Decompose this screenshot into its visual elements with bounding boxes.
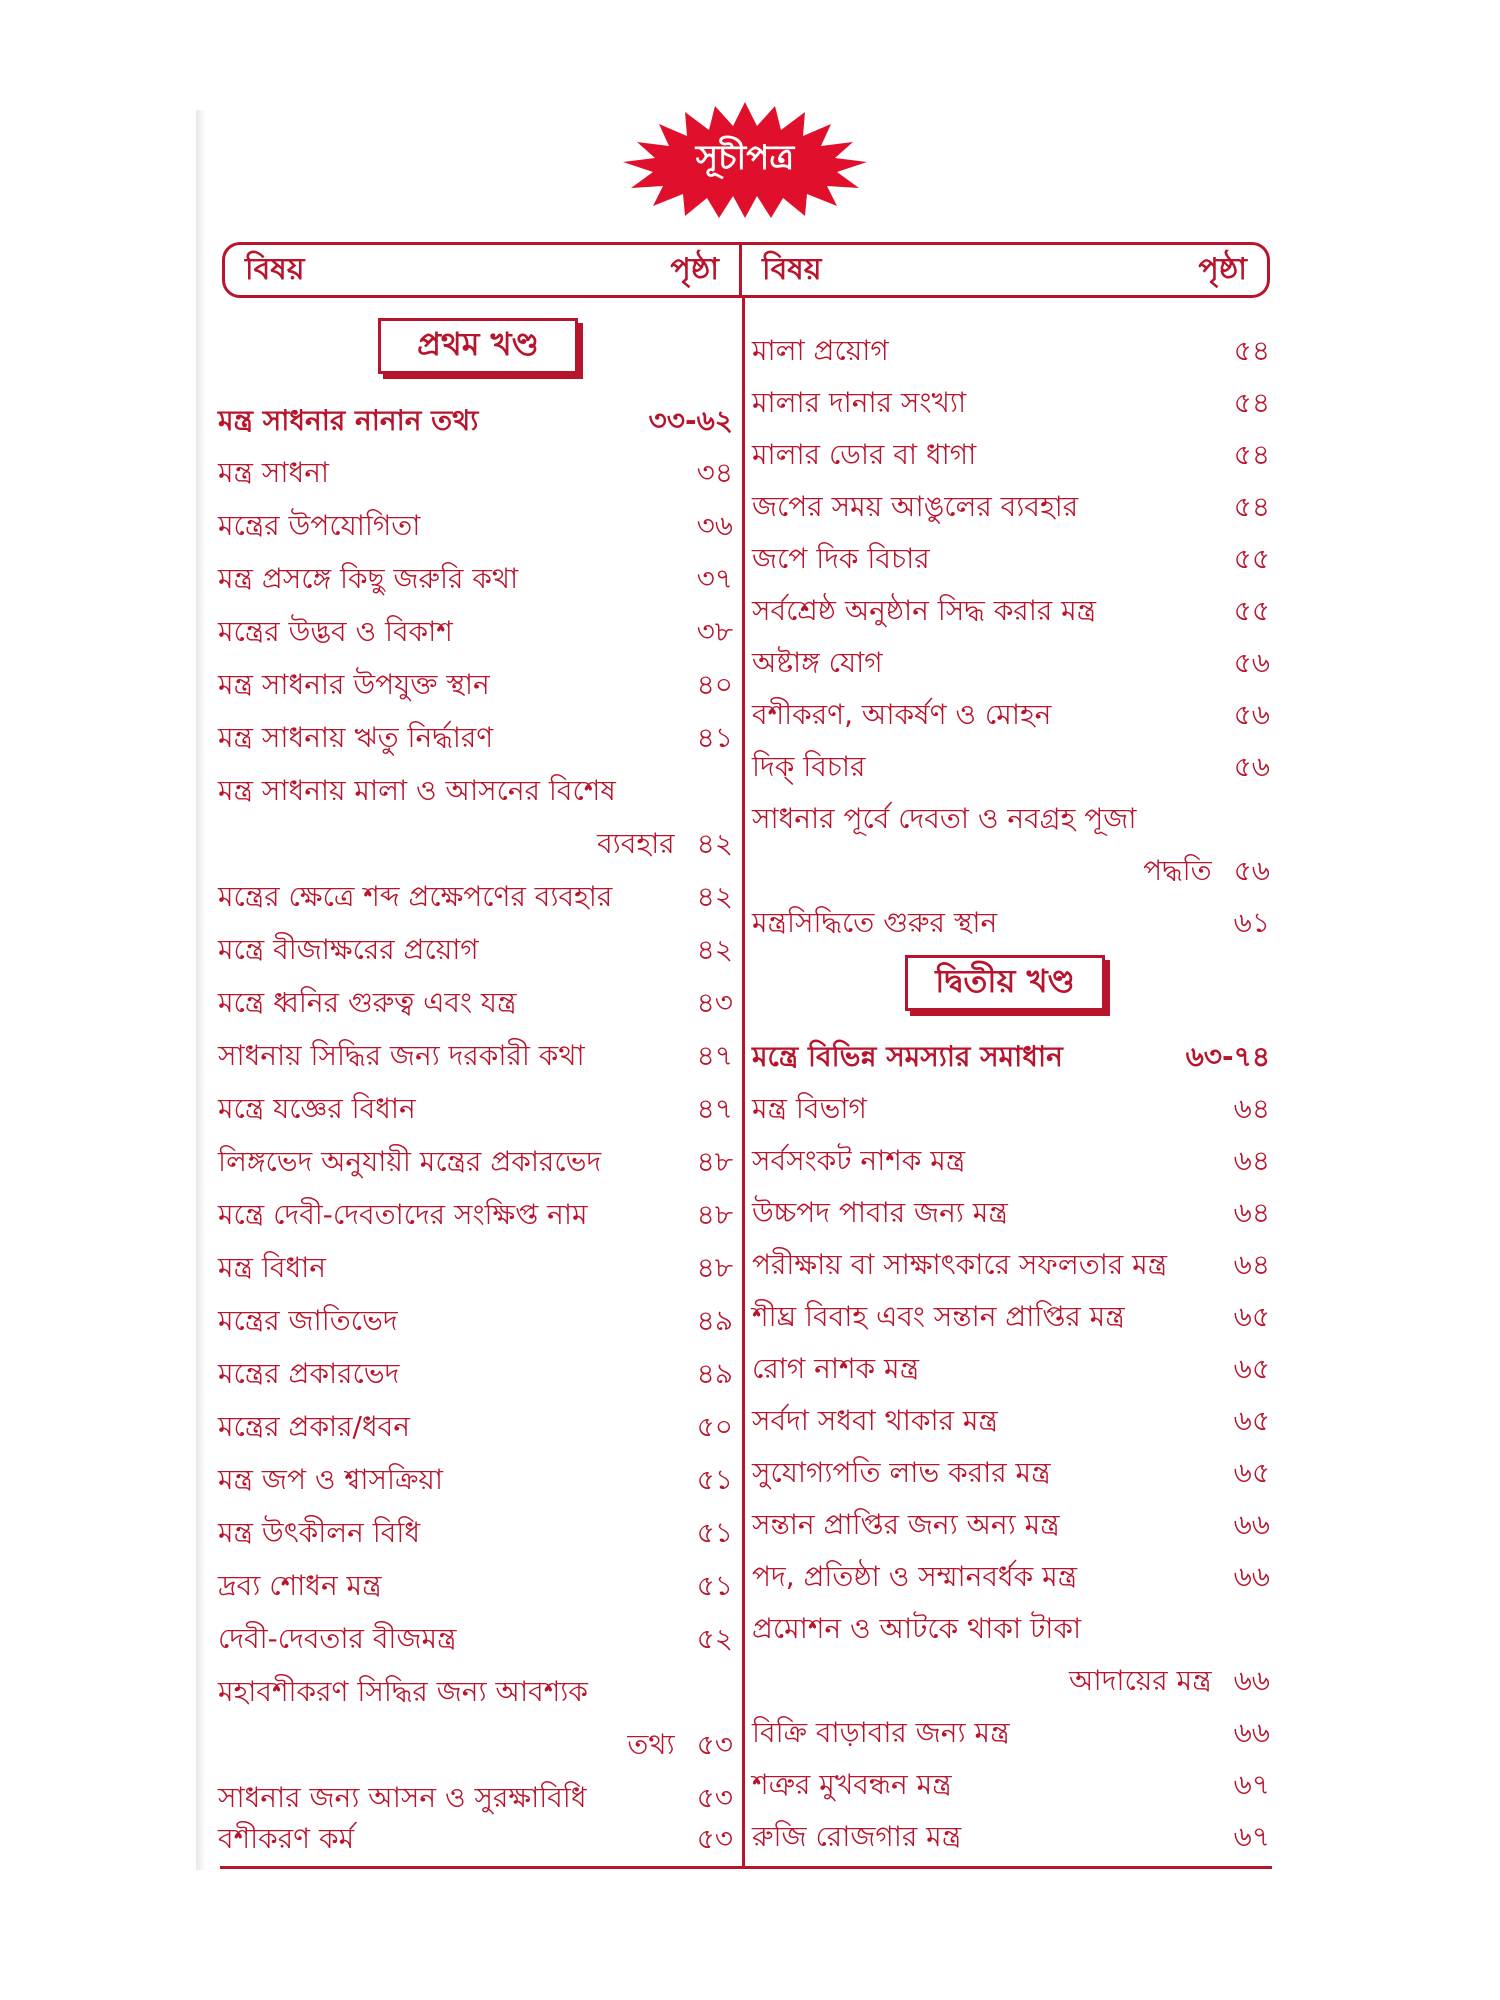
toc-topic: সাধনার জন্য আসন ও সুরক্ষাবিধি xyxy=(218,1780,587,1814)
column-divider xyxy=(742,296,745,1866)
toc-topic: সর্বসংকট নাশক মন্ত্র xyxy=(752,1143,966,1177)
toc-topic: মালার দানার সংখ্যা xyxy=(752,385,967,419)
toc-entry[interactable] xyxy=(752,1244,1270,1288)
toc-topic: মন্ত্রের প্রকারভেদ xyxy=(218,1356,400,1390)
toc-page: ৪০ xyxy=(696,667,733,701)
toc-topic: তথ্য xyxy=(627,1727,675,1761)
toc-topic: মন্ত্রে দেবী-দেবতাদের সংক্ষিপ্ত নাম xyxy=(218,1197,588,1231)
toc-topic: রোগ নাশক মন্ত্র xyxy=(752,1351,920,1385)
header-left xyxy=(222,242,742,298)
toc-page: ৫০ xyxy=(696,1409,733,1443)
header-topic-label: বিষয় xyxy=(762,251,822,287)
toc-entry[interactable] xyxy=(218,558,733,602)
toc-page: ৪৮ xyxy=(696,1144,733,1178)
toc-topic: লিঙ্গভেদ অনুযায়ী মন্ত্রের প্রকারভেদ xyxy=(218,1144,602,1178)
toc-page: ৬৪ xyxy=(1233,1091,1270,1125)
toc-entry[interactable] xyxy=(218,611,733,655)
toc-topic: বিক্রি বাড়াবার জন্য মন্ত্র xyxy=(752,1715,1010,1749)
header-page-label: পৃষ্ঠা xyxy=(1198,251,1247,287)
toc-entry[interactable] xyxy=(752,1296,1270,1340)
toc-entry[interactable] xyxy=(752,1504,1270,1548)
section-badge-second: দ্বিতীয় খণ্ড xyxy=(905,955,1105,1011)
toc-page: ৩৪ xyxy=(696,455,733,489)
toc-entry[interactable] xyxy=(752,642,1270,686)
toc-topic: জপের সময় আঙুলের ব্যবহার xyxy=(752,489,1079,523)
header-right xyxy=(742,242,1270,298)
toc-page: ৫৩ xyxy=(696,1727,733,1761)
toc-entry[interactable] xyxy=(752,1348,1270,1392)
toc-topic: মন্ত্রে যজ্ঞের বিধান xyxy=(218,1091,416,1125)
toc-topic: মন্ত্র প্রসঙ্গে কিছু জরুরি কথা xyxy=(218,561,519,595)
toc-topic: রুজি রোজগার মন্ত্র xyxy=(752,1819,962,1853)
toc-topic: দিক্ বিচার xyxy=(752,749,866,783)
toc-entry-continuation[interactable] xyxy=(218,823,733,867)
toc-entry[interactable] xyxy=(218,929,733,973)
toc-topic: উচ্চপদ পাবার জন্য মন্ত্র xyxy=(752,1195,1008,1229)
toc-entry[interactable] xyxy=(752,486,1270,530)
toc-page: ৫৬ xyxy=(1233,645,1270,679)
toc-page: ৬৬ xyxy=(1233,1559,1270,1593)
toc-entry[interactable] xyxy=(752,1764,1270,1808)
toc-entry[interactable] xyxy=(218,1618,733,1662)
toc-page: ৪৯ xyxy=(696,1356,733,1390)
toc-entry[interactable] xyxy=(218,1194,733,1238)
toc-topic: পদ, প্রতিষ্ঠা ও সম্মানবর্ধক মন্ত্র xyxy=(752,1559,1078,1593)
toc-entry[interactable] xyxy=(218,876,733,920)
toc-topic: মন্ত্রের জাতিভেদ xyxy=(218,1303,398,1337)
toc-page: ৫৪ xyxy=(1233,385,1270,419)
toc-entry[interactable] xyxy=(752,1088,1270,1132)
toc-page: ৪২ xyxy=(696,932,733,966)
toc-topic: জপে দিক বিচার xyxy=(752,541,930,575)
toc-page: ৬৫ xyxy=(1233,1299,1270,1333)
toc-topic: আদায়ের মন্ত্র xyxy=(1069,1663,1212,1697)
toc-page: ৬৭ xyxy=(1233,1819,1270,1853)
toc-topic: বশীকরণ কর্ম xyxy=(218,1821,355,1855)
toc-page: ৫৪ xyxy=(1233,437,1270,471)
toc-topic: সর্বদা সধবা থাকার মন্ত্র xyxy=(752,1403,998,1437)
toc-topic: ব্যবহার xyxy=(597,826,675,860)
toc-entry[interactable] xyxy=(752,746,1270,790)
toc-page: ৬৫ xyxy=(1233,1403,1270,1437)
toc-page: ৫১ xyxy=(696,1568,733,1602)
toc-topic: সর্বশ্রেষ্ঠ অনুষ্ঠান সিদ্ধ করার মন্ত্র xyxy=(752,593,1097,627)
toc-topic: অষ্টাঙ্গ যোগ xyxy=(752,645,883,679)
toc-entry[interactable] xyxy=(218,1459,733,1503)
toc-topic: দ্রব্য শোধন মন্ত্র xyxy=(218,1568,382,1602)
toc-page: ৫৪ xyxy=(1233,489,1270,523)
toc-topic: সাধনায় সিদ্ধির জন্য দরকারী কথা xyxy=(218,1038,585,1072)
toc-topic: প্রমোশন ও আটকে থাকা টাকা xyxy=(752,1611,1082,1645)
header-page-label: পৃষ্ঠা xyxy=(670,251,719,287)
toc-topic: মন্ত্রে ধ্বনির গুরুত্ব এবং যন্ত্র xyxy=(218,985,517,1019)
toc-topic: পদ্ধতি xyxy=(1143,853,1212,887)
toc-entry[interactable] xyxy=(752,330,1270,374)
toc-entry[interactable] xyxy=(752,1192,1270,1236)
toc-page: ৫৫ xyxy=(1233,593,1270,627)
toc-entry[interactable] xyxy=(218,1777,733,1821)
toc-topic: মন্ত্রে বীজাক্ষরের প্রয়োগ xyxy=(218,932,479,966)
toc-entry[interactable] xyxy=(218,1300,733,1344)
toc-page: ৩৮ xyxy=(696,614,733,648)
toc-entry[interactable] xyxy=(752,1608,1270,1652)
toc-topic: মন্ত্র সাধনায় ঋতু নির্দ্ধারণ xyxy=(218,720,494,754)
toc-entry[interactable] xyxy=(752,1816,1270,1860)
toc-entry[interactable] xyxy=(752,694,1270,738)
toc-topic: সুযোগ্যপতি লাভ করার মন্ত্র xyxy=(752,1455,1051,1489)
toc-page: ৪৭ xyxy=(696,1091,733,1125)
toc-topic: সাধনার পূর্বে দেবতা ও নবগ্রহ পূজা xyxy=(752,801,1137,835)
toc-entry[interactable] xyxy=(218,1565,733,1609)
toc-page: ৫৬ xyxy=(1233,853,1270,887)
toc-entry-continuation[interactable] xyxy=(752,850,1270,894)
toc-page: ৪৮ xyxy=(696,1197,733,1231)
header-topic-label: বিষয় xyxy=(245,251,305,287)
toc-page: ৬৪ xyxy=(1233,1195,1270,1229)
toc-page: ৪৯ xyxy=(696,1303,733,1337)
page-edge-shadow xyxy=(196,110,206,1870)
toc-page: ৫৩ xyxy=(696,1780,733,1814)
toc-topic: মালার ডোর বা ধাগা xyxy=(752,437,977,471)
toc-entry[interactable] xyxy=(218,1818,733,1862)
toc-page: ৬৩-৭৪ xyxy=(1185,1039,1270,1073)
toc-entry[interactable] xyxy=(752,590,1270,634)
toc-topic: মন্ত্রের উপযোগিতা xyxy=(218,508,421,542)
toc-entry[interactable] xyxy=(752,1036,1270,1080)
toc-page: ৫৪ xyxy=(1233,333,1270,367)
toc-entry[interactable] xyxy=(218,1671,733,1715)
toc-entry[interactable] xyxy=(218,1035,733,1079)
toc-page: ৩৭ xyxy=(696,561,733,595)
toc-entry[interactable] xyxy=(218,1247,733,1291)
toc-entry[interactable] xyxy=(218,717,733,761)
toc-entry-continuation[interactable] xyxy=(752,1660,1270,1704)
toc-topic: শত্রুর মুখবন্ধন মন্ত্র xyxy=(752,1767,952,1801)
toc-page: ৬৬ xyxy=(1233,1715,1270,1749)
toc-topic: মালা প্রয়োগ xyxy=(752,333,889,367)
title-badge xyxy=(615,100,875,220)
toc-entry[interactable] xyxy=(218,400,733,444)
page-title: সূচীপত্র xyxy=(695,137,795,178)
toc-entry[interactable] xyxy=(752,1452,1270,1496)
toc-entry-continuation[interactable] xyxy=(218,1724,733,1768)
toc-topic: মন্ত্রের উদ্ভব ও বিকাশ xyxy=(218,614,453,648)
toc-entry[interactable] xyxy=(218,452,733,496)
toc-page: ৬৪ xyxy=(1233,1143,1270,1177)
toc-topic: পরীক্ষায় বা সাক্ষাৎকারে সফলতার মন্ত্র xyxy=(752,1247,1168,1281)
toc-topic: মন্ত্রসিদ্ধিতে গুরুর স্থান xyxy=(752,905,998,939)
toc-entry[interactable] xyxy=(752,798,1270,842)
toc-page: ৬৪ xyxy=(1233,1247,1270,1281)
toc-topic: দেবী-দেবতার বীজমন্ত্র xyxy=(218,1621,457,1655)
toc-page: ৩৬ xyxy=(696,508,733,542)
toc-page: ৫১ xyxy=(696,1515,733,1549)
toc-page: ৫২ xyxy=(696,1621,733,1655)
toc-topic: মন্ত্র সাধনার নানান তথ্য xyxy=(218,403,479,437)
toc-topic: সন্তান প্রাপ্তির জন্য অন্য মন্ত্র xyxy=(752,1507,1060,1541)
toc-topic: মন্ত্রের ক্ষেত্রে শব্দ প্রক্ষেপণের ব্যবহার xyxy=(218,879,613,913)
section-badge-first: প্রথম খণ্ড xyxy=(378,318,578,374)
toc-entry[interactable] xyxy=(752,538,1270,582)
toc-page: ৪৩ xyxy=(696,985,733,1019)
toc-entry[interactable] xyxy=(218,1088,733,1132)
toc-entry[interactable] xyxy=(218,770,733,814)
toc-entry[interactable] xyxy=(752,1712,1270,1756)
toc-topic: বশীকরণ, আকর্ষণ ও মোহন xyxy=(752,697,1052,731)
toc-page: ৬৬ xyxy=(1233,1663,1270,1697)
toc-topic: মন্ত্র সাধনা xyxy=(218,455,330,489)
toc-page: ৫৬ xyxy=(1233,697,1270,731)
bottom-rule xyxy=(220,1866,1272,1869)
toc-page: ৫৫ xyxy=(1233,541,1270,575)
toc-topic: মন্ত্র বিধান xyxy=(218,1250,327,1284)
toc-page: ৬৫ xyxy=(1233,1351,1270,1385)
toc-page: ৪৮ xyxy=(696,1250,733,1284)
toc-topic: মন্ত্র সাধনায় মালা ও আসনের বিশেষ xyxy=(218,773,616,807)
toc-entry[interactable] xyxy=(752,902,1270,946)
toc-entry[interactable] xyxy=(218,664,733,708)
toc-page: ৩৩-৬২ xyxy=(648,403,733,437)
toc-topic: মন্ত্রে বিভিন্ন সমস্যার সমাধান xyxy=(752,1039,1063,1073)
toc-page: ৪১ xyxy=(696,720,733,754)
toc-entry[interactable] xyxy=(218,982,733,1026)
toc-entry[interactable] xyxy=(752,1400,1270,1444)
toc-entry[interactable] xyxy=(752,1556,1270,1600)
toc-page: ৫৬ xyxy=(1233,749,1270,783)
toc-entry[interactable] xyxy=(218,1512,733,1556)
toc-page: ৫৩ xyxy=(696,1821,733,1855)
toc-page: ৪৭ xyxy=(696,1038,733,1072)
toc-page: ৬৭ xyxy=(1233,1767,1270,1801)
toc-topic: মন্ত্র জপ ও শ্বাসক্রিয়া xyxy=(218,1462,443,1496)
toc-entry[interactable] xyxy=(218,1353,733,1397)
toc-page: ৬৬ xyxy=(1233,1507,1270,1541)
toc-entry[interactable] xyxy=(218,505,733,549)
toc-page: ৪২ xyxy=(696,879,733,913)
toc-entry[interactable] xyxy=(752,1140,1270,1184)
toc-topic: মন্ত্রের প্রকার/ধবন xyxy=(218,1409,410,1443)
toc-topic: মন্ত্র উৎকীলন বিধি xyxy=(218,1515,421,1549)
toc-page: ৬১ xyxy=(1233,905,1270,939)
toc-topic: শীঘ্র বিবাহ এবং সন্তান প্রাপ্তির মন্ত্র xyxy=(752,1299,1125,1333)
toc-page: ৪২ xyxy=(696,826,733,860)
toc-entry[interactable] xyxy=(752,382,1270,426)
toc-topic: মন্ত্র বিভাগ xyxy=(752,1091,867,1125)
toc-entry[interactable] xyxy=(218,1406,733,1450)
toc-entry[interactable] xyxy=(752,434,1270,478)
toc-page: ৬৫ xyxy=(1233,1455,1270,1489)
toc-topic: মহাবশীকরণ সিদ্ধির জন্য আবশ্যক xyxy=(218,1674,589,1708)
toc-topic: মন্ত্র সাধনার উপযুক্ত স্থান xyxy=(218,667,490,701)
toc-entry[interactable] xyxy=(218,1141,733,1185)
toc-page: ৫১ xyxy=(696,1462,733,1496)
